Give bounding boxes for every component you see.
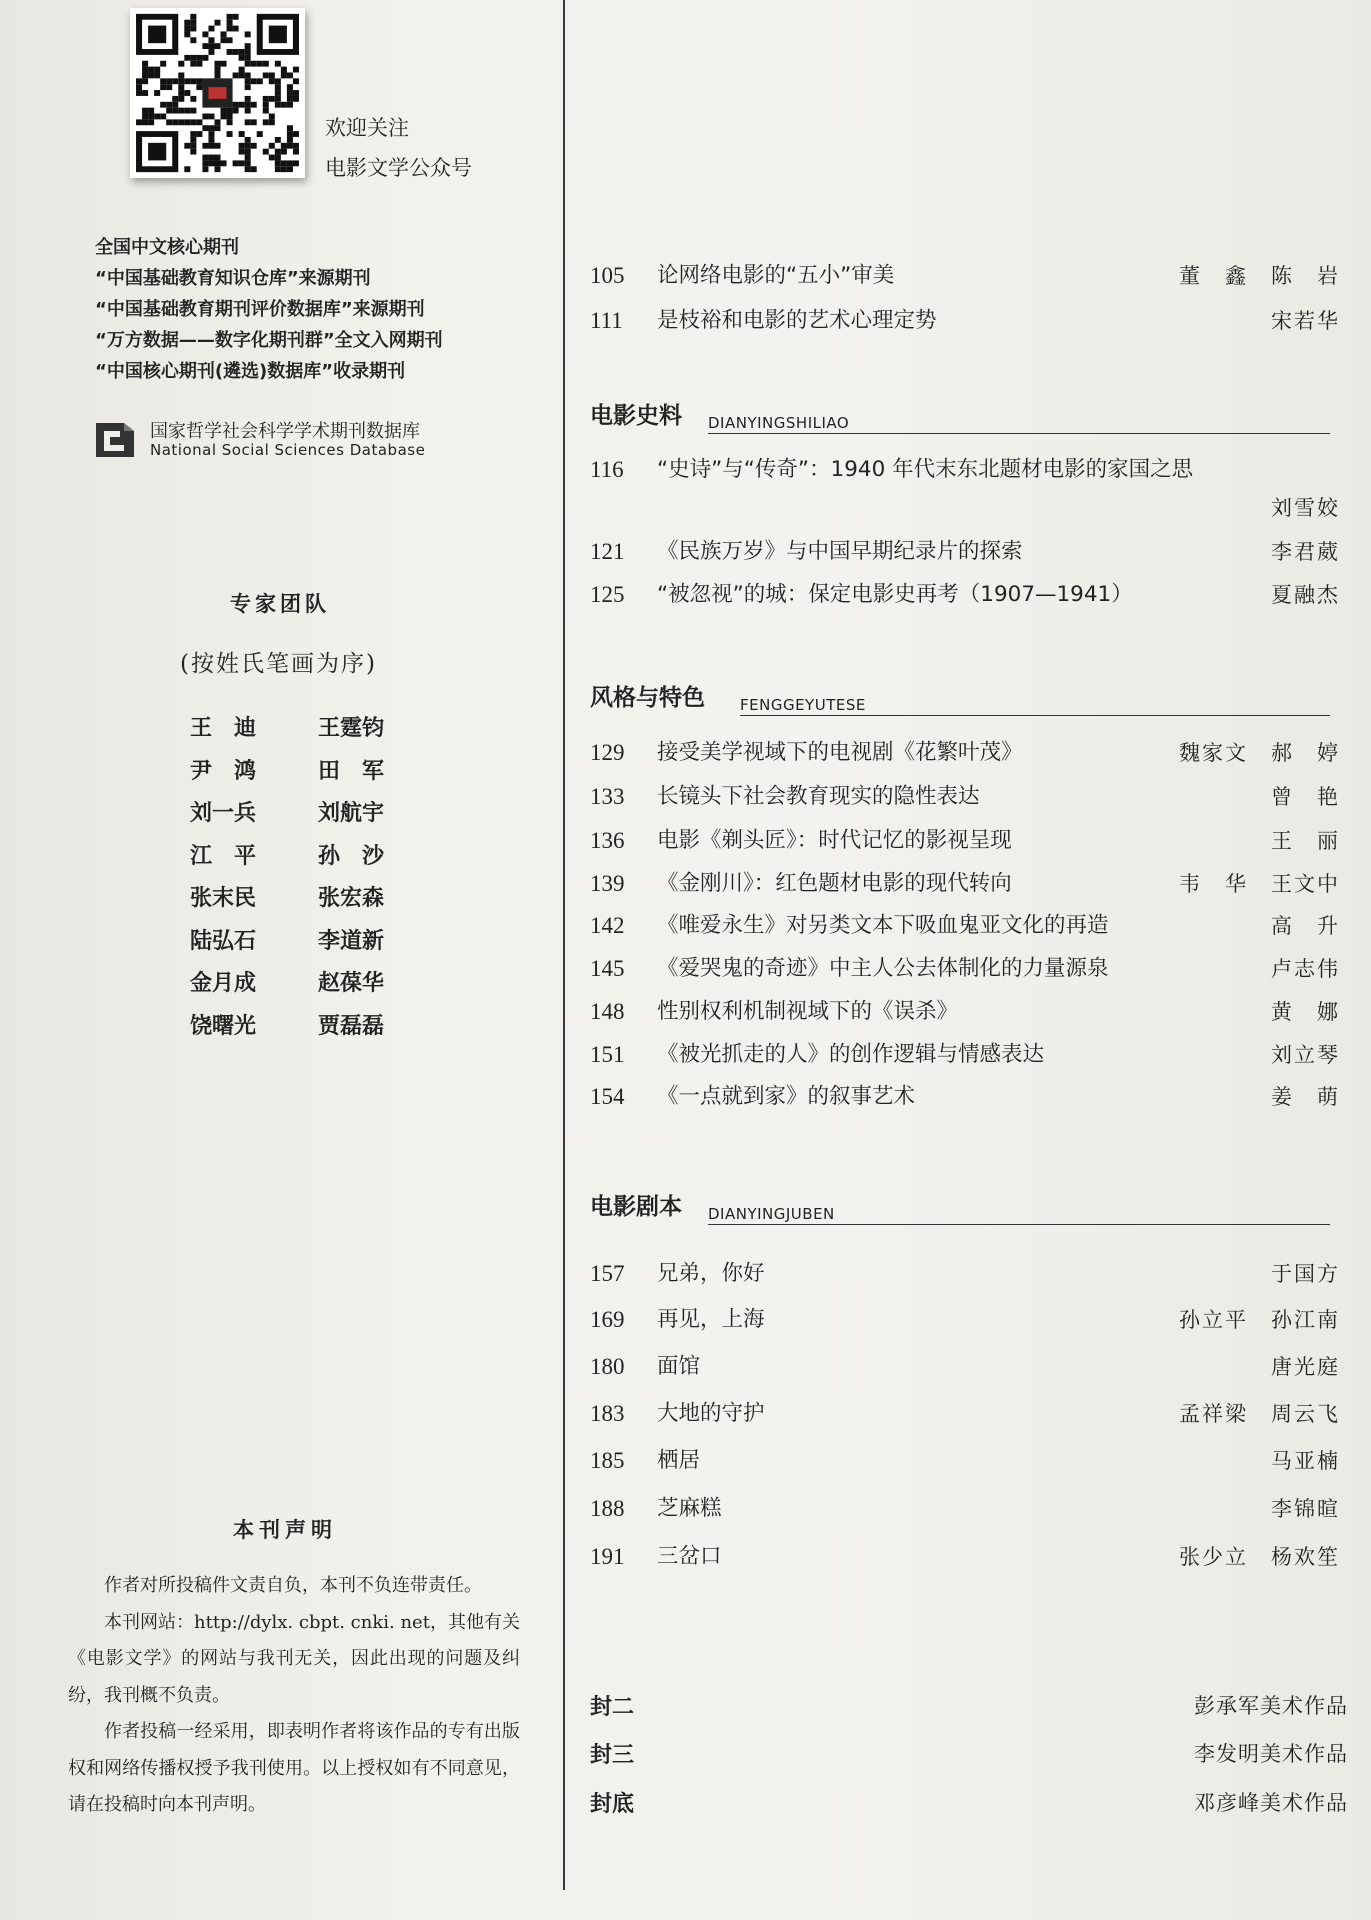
- experts-list: [190, 708, 440, 1048]
- entry-page: 148: [590, 998, 625, 1024]
- notice-paragraph: 作者对所投稿件文责自负，本刊不负连带责任。: [104, 1575, 482, 1596]
- experts-row: [190, 963, 440, 1006]
- column-divider: [563, 0, 565, 1890]
- indexing-item: 全国中文核心期刊: [95, 237, 239, 258]
- entry-page: 136: [590, 827, 625, 853]
- experts-row: [190, 1006, 440, 1049]
- qr-caption: [325, 108, 472, 188]
- entry-title: 《爱哭鬼的奇迹》中主人公去体制化的力量源泉: [657, 956, 1109, 981]
- entry-authors: 李锦暄: [1271, 1497, 1340, 1521]
- section-header: [590, 392, 1330, 432]
- experts-row: [190, 836, 440, 879]
- entry-title: 再见，上海: [657, 1307, 765, 1332]
- entry-title: “被忽视”的城：保定电影史再考（1907—1941）: [657, 582, 1133, 607]
- toc-entry[interactable]: [590, 951, 1330, 987]
- entry-authors: 姜 萌: [1271, 1085, 1340, 1109]
- cover-label: 封三: [590, 1743, 635, 1768]
- entry-title: 《被光抓走的人》的创作逻辑与情感表达: [657, 1041, 1045, 1067]
- toc-entry[interactable]: [590, 1349, 1330, 1385]
- notice-paragraph: 作者投稿一经采用，即表明作者将该作品的专有出版权和网络传播权授予我刊使用。以上授权如有不同意见，请在投稿时向本刊声明。: [68, 1721, 520, 1815]
- expert-name: 王 迪: [190, 716, 257, 741]
- section-rule: [740, 715, 1330, 717]
- section-rule: [708, 1224, 1330, 1226]
- entry-authors: 魏家文 郝 婷: [1179, 741, 1340, 765]
- nssd-logo-icon: [94, 419, 136, 461]
- indexing-list: [95, 232, 443, 387]
- table-of-contents: [590, 0, 1360, 1920]
- section-header: [590, 1183, 1330, 1223]
- toc-entry[interactable]: [590, 452, 1330, 488]
- expert-name: 陆弘石: [190, 928, 257, 954]
- toc-entry[interactable]: [590, 534, 1330, 570]
- entry-title: 性别权利机制视域下的《误杀》: [657, 998, 959, 1024]
- entry-page: 116: [590, 457, 624, 482]
- qr-caption-line: 电影文学公众号: [325, 156, 472, 180]
- toc-entry[interactable]: [590, 577, 1330, 613]
- expert-name: 江 平: [190, 843, 257, 869]
- indexing-item: “中国核心期刊(遴选)数据库”收录期刊: [95, 361, 406, 382]
- entry-title: 是枝裕和电影的艺术心理定势: [657, 308, 937, 333]
- entry-title: 论网络电影的“五小”审美: [657, 263, 895, 288]
- entry-authors: 于国方: [1271, 1262, 1340, 1286]
- entry-title: 电影《剃头匠》：时代记忆的影视呈现: [657, 827, 1012, 853]
- notice-paragraph: 本刊网站：http://dylx. cbpt. cnki. net，其他有关《电影文学》的网站与我刊无关，因此出现的问题及纠纷，我刊概不负责。: [68, 1611, 520, 1706]
- expert-name: 张末民: [190, 886, 257, 911]
- entry-title: 《民族万岁》与中国早期纪录片的探索: [657, 539, 1023, 564]
- section-title: 电影史料: [590, 403, 682, 429]
- entry-authors: 董 鑫 陈 岩: [1179, 264, 1340, 288]
- entry-page: 180: [590, 1354, 625, 1379]
- indexing-item: “中国基础教育期刊评价数据库”来源期刊: [95, 299, 425, 320]
- entry-title: 《唯爱永生》对另类文本下吸血鬼亚文化的再造: [657, 913, 1109, 938]
- entry-page: 121: [590, 539, 625, 564]
- experts-row: [190, 708, 440, 751]
- entry-authors: 王 丽: [1271, 828, 1340, 853]
- toc-entry[interactable]: [590, 303, 1330, 339]
- toc-entry[interactable]: [590, 779, 1330, 815]
- experts-row: [190, 921, 440, 964]
- section-pinyin: DIANYINGJUBEN: [708, 1205, 835, 1223]
- notice-body: [68, 1568, 520, 1824]
- entry-page: 169: [590, 1307, 625, 1332]
- toc-entry[interactable]: [590, 1037, 1330, 1073]
- cover-label: 封二: [590, 1695, 635, 1720]
- toc-entry[interactable]: [590, 1443, 1330, 1479]
- toc-entry[interactable]: [590, 1079, 1330, 1115]
- expert-name: 饶曙光: [190, 1013, 257, 1039]
- entry-authors: 韦 华 王文中: [1179, 871, 1340, 896]
- section-rule: [708, 433, 1330, 435]
- entry-title: 大地的守护: [657, 1401, 765, 1426]
- entry-page: 188: [590, 1496, 625, 1521]
- entry-authors: 李君葳: [1271, 540, 1340, 564]
- entry-title: 面馆: [657, 1354, 701, 1379]
- entry-authors: 夏融杰: [1271, 583, 1340, 607]
- entry-authors: 高 升: [1271, 914, 1340, 938]
- entry-authors: 张少立 杨欢笙: [1179, 1545, 1340, 1569]
- entry-title: 栖居: [657, 1448, 701, 1473]
- indexing-item: “中国基础教育知识仓库”来源期刊: [95, 268, 371, 289]
- entry-authors: 唐光庭: [1271, 1355, 1340, 1379]
- entry-page: 157: [590, 1261, 625, 1286]
- experts-subtitle: (按姓氏笔画为序): [180, 651, 377, 677]
- section-title: 电影剧本: [590, 1194, 682, 1220]
- toc-entry[interactable]: [590, 1256, 1330, 1292]
- experts-title: 专家团队: [230, 592, 330, 616]
- indexing-item: “万方数据——数字化期刊群”全文入网期刊: [95, 330, 443, 351]
- entry-page: 151: [590, 1041, 625, 1067]
- entry-authors: 卢志伟: [1271, 957, 1340, 981]
- entry-page: 154: [590, 1084, 625, 1109]
- cover-credit: 邓彦峰美术作品: [1194, 1791, 1348, 1815]
- entry-authors: 宋若华: [1271, 309, 1340, 333]
- experts-row: [190, 878, 440, 921]
- cover-credit: 李发明美术作品: [1194, 1742, 1348, 1766]
- entry-page: 185: [590, 1448, 625, 1473]
- entry-page: 125: [590, 582, 625, 607]
- entry-page: 191: [590, 1544, 625, 1569]
- cover-label: 封底: [590, 1792, 635, 1817]
- qr-caption-line: 欢迎关注: [325, 116, 409, 140]
- entry-authors: 孟祥梁 周云飞: [1179, 1402, 1340, 1426]
- entry-title: 接受美学视域下的电视剧《花繁叶茂》: [657, 740, 1023, 765]
- expert-name: 张宏森: [318, 886, 385, 911]
- entry-page: 183: [590, 1401, 625, 1426]
- entry-title: 《一点就到家》的叙事艺术: [657, 1084, 916, 1109]
- entry-page: 129: [590, 740, 625, 765]
- entry-authors: 曾 艳: [1271, 785, 1340, 809]
- notice-title: 本刊声明: [233, 1518, 337, 1542]
- expert-name: 孙 沙: [318, 843, 385, 869]
- expert-name: 尹 鸿: [190, 758, 257, 784]
- experts-row: [190, 751, 440, 794]
- entry-title: 长镜头下社会教育现实的隐性表达: [657, 784, 980, 809]
- entry-authors: 刘雪姣: [1271, 496, 1340, 520]
- entry-authors: 刘立琴: [1271, 1042, 1340, 1067]
- expert-name: 刘一兵: [190, 801, 257, 826]
- toc-entry[interactable]: [590, 908, 1330, 944]
- entry-page: 105: [590, 263, 625, 288]
- section-pinyin: DIANYINGSHILIAO: [708, 414, 850, 432]
- entry-title: 芝麻糕: [657, 1496, 722, 1521]
- entry-page: 111: [590, 308, 623, 333]
- expert-name: 贾磊磊: [318, 1013, 385, 1039]
- toc-entry[interactable]: [590, 994, 1330, 1030]
- expert-name: 赵葆华: [318, 971, 385, 996]
- nssd-name-cn: 国家哲学社会科学学术期刊数据库: [150, 421, 420, 442]
- entry-page: 139: [590, 870, 625, 896]
- entry-authors: 马亚楠: [1271, 1449, 1340, 1473]
- entry-page: 133: [590, 784, 625, 809]
- entry-title: 兄弟，你好: [657, 1261, 765, 1286]
- toc-entry[interactable]: [590, 1491, 1330, 1527]
- section-title: 风格与特色: [590, 685, 705, 711]
- cover-credit: 彭承军美术作品: [1194, 1694, 1348, 1718]
- entry-authors: 黄 娜: [1271, 999, 1340, 1024]
- expert-name: 王霆钧: [318, 716, 385, 741]
- entry-title: “史诗”与“传奇”：1940 年代末东北题材电影的家国之思: [657, 457, 1194, 482]
- expert-name: 金月成: [190, 971, 257, 996]
- expert-name: 田 军: [318, 758, 385, 784]
- entry-title: 三岔口: [657, 1544, 722, 1569]
- expert-name: 刘航宇: [318, 801, 385, 826]
- qr-code[interactable]: [130, 8, 305, 178]
- qr-code-icon: [130, 8, 305, 178]
- toc-entry[interactable]: [590, 823, 1330, 859]
- entry-title: 《金刚川》：红色题材电影的现代转向: [657, 870, 1012, 896]
- section-header: [590, 674, 1330, 714]
- experts-row: [190, 793, 440, 836]
- expert-name: 李道新: [318, 928, 385, 954]
- entry-page: 145: [590, 956, 625, 981]
- section-pinyin: FENGGEYUTESE: [740, 696, 866, 714]
- nssd-name-en: National Social Sciences Database: [150, 441, 426, 459]
- entry-page: 142: [590, 913, 625, 938]
- entry-authors: 孙立平 孙江南: [1179, 1308, 1340, 1332]
